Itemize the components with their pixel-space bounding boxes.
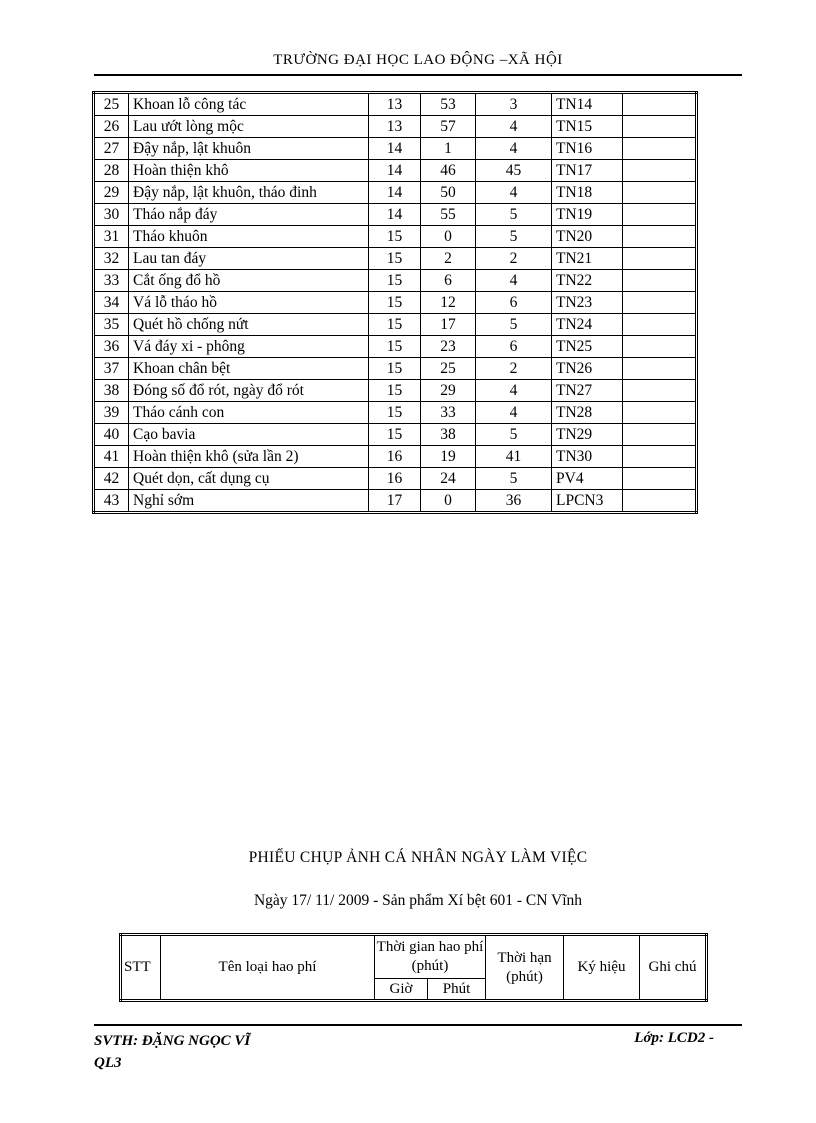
header-thoihan: Thời hạn (phút) — [486, 935, 564, 1001]
minute-cell: 23 — [421, 336, 476, 358]
task-cell: Lau tan đáy — [129, 248, 369, 270]
code-cell: TN17 — [552, 160, 623, 182]
table-row — [94, 380, 697, 402]
stt-cell: 41 — [94, 446, 129, 468]
duration-cell: 6 — [476, 336, 552, 358]
header-ghichu: Ghi chú — [640, 935, 707, 1001]
table-row — [94, 138, 697, 160]
note-cell — [623, 490, 697, 513]
minute-cell: 57 — [421, 116, 476, 138]
duration-cell: 2 — [476, 358, 552, 380]
header-row-1 — [121, 935, 707, 979]
task-cell: Hoàn thiện khô (sửa lần 2) — [129, 446, 369, 468]
minute-cell: 38 — [421, 424, 476, 446]
note-cell — [623, 248, 697, 270]
duration-cell: 5 — [476, 468, 552, 490]
task-cell: Tháo khuôn — [129, 226, 369, 248]
hour-cell: 13 — [369, 93, 421, 116]
table-row — [94, 270, 697, 292]
stt-cell: 38 — [94, 380, 129, 402]
task-cell: Vá đáy xi - phông — [129, 336, 369, 358]
task-cell: Hoàn thiện khô — [129, 160, 369, 182]
duration-cell: 4 — [476, 380, 552, 402]
code-cell: TN30 — [552, 446, 623, 468]
code-cell: PV4 — [552, 468, 623, 490]
duration-cell: 4 — [476, 402, 552, 424]
code-cell: TN27 — [552, 380, 623, 402]
stt-cell: 33 — [94, 270, 129, 292]
duration-cell: 41 — [476, 446, 552, 468]
code-cell: TN18 — [552, 182, 623, 204]
task-cell: Nghỉ sớm — [129, 490, 369, 513]
table-row — [94, 116, 697, 138]
stt-cell: 31 — [94, 226, 129, 248]
stt-cell: 29 — [94, 182, 129, 204]
task-cell: Khoan lỗ công tác — [129, 93, 369, 116]
table-row — [94, 292, 697, 314]
minute-cell: 2 — [421, 248, 476, 270]
duration-cell: 4 — [476, 182, 552, 204]
table-row — [94, 402, 697, 424]
code-cell: TN19 — [552, 204, 623, 226]
code-cell: TN20 — [552, 226, 623, 248]
code-cell: TN16 — [552, 138, 623, 160]
stt-cell: 32 — [94, 248, 129, 270]
table-row — [94, 424, 697, 446]
header-phut: Phút — [428, 979, 486, 1001]
note-cell — [623, 226, 697, 248]
footer-divider — [94, 1024, 742, 1026]
table-row — [94, 182, 697, 204]
stt-cell: 39 — [94, 402, 129, 424]
note-cell — [623, 93, 697, 116]
duration-cell: 3 — [476, 93, 552, 116]
note-cell — [623, 204, 697, 226]
footer-student — [94, 1030, 250, 1074]
note-cell — [623, 138, 697, 160]
note-cell — [623, 446, 697, 468]
code-cell: TN26 — [552, 358, 623, 380]
code-cell: TN22 — [552, 270, 623, 292]
hour-cell: 14 — [369, 204, 421, 226]
code-cell: TN29 — [552, 424, 623, 446]
minute-cell: 50 — [421, 182, 476, 204]
task-cell: Vá lỗ tháo hồ — [129, 292, 369, 314]
table-row — [94, 490, 697, 513]
duration-cell: 2 — [476, 248, 552, 270]
duration-cell: 4 — [476, 138, 552, 160]
observation-table-header — [119, 933, 708, 1002]
duration-cell: 5 — [476, 226, 552, 248]
code-cell: TN15 — [552, 116, 623, 138]
code-cell: TN14 — [552, 93, 623, 116]
stt-cell: 42 — [94, 468, 129, 490]
note-cell — [623, 292, 697, 314]
duration-cell: 5 — [476, 424, 552, 446]
hour-cell: 15 — [369, 336, 421, 358]
table-row — [94, 248, 697, 270]
section-subtitle: Ngày 17/ 11/ 2009 - Sản phẩm Xí bệt 601 - CN Vĩnh — [253, 892, 583, 909]
stt-cell: 35 — [94, 314, 129, 336]
note-cell — [623, 270, 697, 292]
task-cell: Khoan chân bệt — [129, 358, 369, 380]
footer-student-class-suffix: QL3 — [94, 1055, 122, 1071]
code-cell: TN25 — [552, 336, 623, 358]
hour-cell: 15 — [369, 424, 421, 446]
note-cell — [623, 314, 697, 336]
hour-cell: 17 — [369, 490, 421, 513]
minute-cell: 12 — [421, 292, 476, 314]
stt-cell: 43 — [94, 490, 129, 513]
stt-cell: 28 — [94, 160, 129, 182]
code-cell: TN21 — [552, 248, 623, 270]
table-row — [94, 336, 697, 358]
table-row — [94, 204, 697, 226]
minute-cell: 0 — [421, 490, 476, 513]
note-cell — [623, 182, 697, 204]
task-cell: Cắt ống đổ hồ — [129, 270, 369, 292]
stt-cell: 40 — [94, 424, 129, 446]
minute-cell: 55 — [421, 204, 476, 226]
note-cell — [623, 424, 697, 446]
task-cell: Cạo bavia — [129, 424, 369, 446]
table-row — [94, 314, 697, 336]
hour-cell: 15 — [369, 314, 421, 336]
table-row — [94, 446, 697, 468]
minute-cell: 1 — [421, 138, 476, 160]
table-row — [94, 358, 697, 380]
stt-cell: 30 — [94, 204, 129, 226]
task-cell: Đậy nắp, lật khuôn, tháo đinh — [129, 182, 369, 204]
task-cell: Tháo cánh con — [129, 402, 369, 424]
footer-student-name: SVTH: ĐẶNG NGỌC VĨ — [94, 1033, 251, 1049]
duration-cell: 36 — [476, 490, 552, 513]
table-row — [94, 160, 697, 182]
stt-cell: 36 — [94, 336, 129, 358]
hour-cell: 15 — [369, 226, 421, 248]
code-cell: TN23 — [552, 292, 623, 314]
hour-cell: 14 — [369, 138, 421, 160]
task-cell: Đóng số đổ rót, ngày đổ rót — [129, 380, 369, 402]
hour-cell: 15 — [369, 380, 421, 402]
duration-cell: 4 — [476, 270, 552, 292]
hour-cell: 15 — [369, 358, 421, 380]
code-cell: LPCN3 — [552, 490, 623, 513]
minute-cell: 0 — [421, 226, 476, 248]
footer-class: Lớp: LCD2 - — [634, 1030, 714, 1046]
task-cell: Lau ướt lòng mộc — [129, 116, 369, 138]
task-cell: Đậy nắp, lật khuôn — [129, 138, 369, 160]
hour-cell: 15 — [369, 292, 421, 314]
note-cell — [623, 160, 697, 182]
table-row — [94, 93, 697, 116]
table-row — [94, 226, 697, 248]
table-row — [94, 468, 697, 490]
minute-cell: 53 — [421, 93, 476, 116]
note-cell — [623, 402, 697, 424]
note-cell — [623, 380, 697, 402]
duration-cell: 4 — [476, 116, 552, 138]
duration-cell: 5 — [476, 314, 552, 336]
section-title: PHIẾU CHỤP ẢNH CÁ NHÂN NGÀY LÀM VIỆC — [248, 849, 588, 866]
stt-cell: 27 — [94, 138, 129, 160]
page-header-title: TRƯỜNG ĐẠI HỌC LAO ĐỘNG –XÃ HỘI — [273, 52, 563, 68]
time-log-table — [92, 91, 698, 514]
note-cell — [623, 116, 697, 138]
stt-cell: 25 — [94, 93, 129, 116]
header-kyhieu: Ký hiệu — [564, 935, 640, 1001]
note-cell — [623, 336, 697, 358]
duration-cell: 45 — [476, 160, 552, 182]
stt-cell: 26 — [94, 116, 129, 138]
code-cell: TN24 — [552, 314, 623, 336]
stt-cell: 37 — [94, 358, 129, 380]
note-cell — [623, 468, 697, 490]
minute-cell: 19 — [421, 446, 476, 468]
time-log-table-body — [94, 93, 697, 513]
header-ten: Tên loại hao phí — [161, 935, 375, 1001]
minute-cell: 33 — [421, 402, 476, 424]
hour-cell: 15 — [369, 248, 421, 270]
duration-cell: 6 — [476, 292, 552, 314]
note-cell — [623, 358, 697, 380]
hour-cell: 14 — [369, 182, 421, 204]
minute-cell: 46 — [421, 160, 476, 182]
minute-cell: 17 — [421, 314, 476, 336]
hour-cell: 13 — [369, 116, 421, 138]
hour-cell: 16 — [369, 468, 421, 490]
minute-cell: 29 — [421, 380, 476, 402]
minute-cell: 25 — [421, 358, 476, 380]
duration-cell: 5 — [476, 204, 552, 226]
stt-cell: 34 — [94, 292, 129, 314]
header-gio: Giờ — [375, 979, 428, 1001]
header-divider — [94, 74, 742, 76]
header-thoigian: Thời gian hao phí (phút) — [375, 935, 486, 979]
hour-cell: 15 — [369, 402, 421, 424]
task-cell: Quét hồ chống nứt — [129, 314, 369, 336]
task-cell: Tháo nắp đáy — [129, 204, 369, 226]
hour-cell: 14 — [369, 160, 421, 182]
minute-cell: 24 — [421, 468, 476, 490]
code-cell: TN28 — [552, 402, 623, 424]
hour-cell: 16 — [369, 446, 421, 468]
minute-cell: 6 — [421, 270, 476, 292]
task-cell: Quét dọn, cất dụng cụ — [129, 468, 369, 490]
hour-cell: 15 — [369, 270, 421, 292]
header-stt: STT — [121, 935, 161, 1001]
